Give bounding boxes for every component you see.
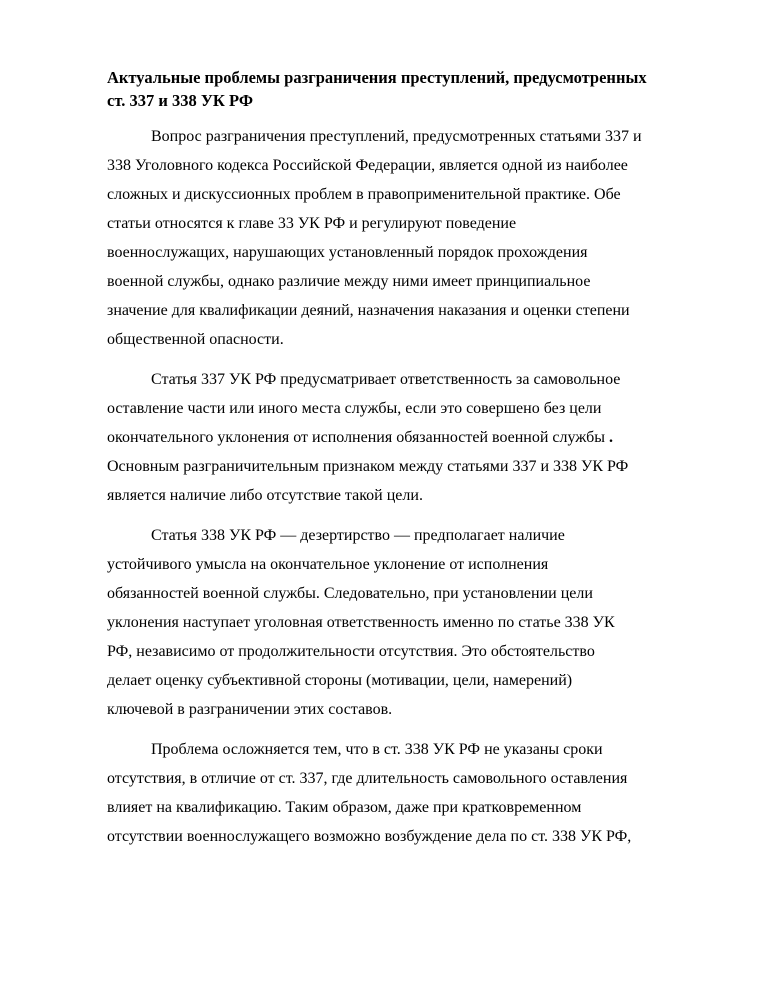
- text-line: Вопрос разграничения преступлений, предусмотренных статьями 337 и: [151, 128, 642, 145]
- text-line: Проблема осложняется тем, что в ст. 338 УК РФ не указаны сроки: [151, 741, 603, 758]
- text-line: влияет на квалификацию. Таким образом, даже при кратковременном: [107, 799, 582, 816]
- document-page: [107, 66, 687, 862]
- text-line: является наличие либо отсутствие такой цели.: [107, 487, 423, 504]
- document-title: [107, 66, 687, 112]
- title-line: Актуальные проблемы разграничения преступлений, предусмотренных: [107, 68, 647, 87]
- text-line: обязанностей военной службы. Следовательно, при установлении цели: [107, 585, 593, 602]
- text-line: 338 Уголовного кодекса Российской Федерации, является одной из наиболее: [107, 157, 628, 174]
- text-line: значение для квалификации деяний, назначения наказания и оценки степени: [107, 302, 630, 319]
- text-line: сложных и дискуссионных проблем в правоприменительной практике. Обе: [107, 186, 621, 203]
- paragraph-4: [107, 735, 687, 851]
- text-line: военной службы, однако различие между ними имеет принципиальное: [107, 273, 591, 290]
- text-line: отсутствии военнослужащего возможно возбуждение дела по ст. 338 УК РФ,: [107, 828, 632, 845]
- text-line: уклонения наступает уголовная ответственность именно по статье 338 УК: [107, 614, 615, 631]
- text-line: отсутствия, в отличие от ст. 337, где длительность самовольного оставления: [107, 770, 628, 787]
- paragraph-2: [107, 365, 687, 510]
- text-line: общественной опасности.: [107, 331, 284, 348]
- text-line: военнослужащих, нарушающих установленный порядок прохождения: [107, 244, 588, 261]
- text-line: делает оценку субъективной стороны (мотивации, цели, намерений): [107, 672, 573, 689]
- paragraph-1: [107, 122, 687, 354]
- text-line: РФ, независимо от продолжительности отсутствия. Это обстоятельство: [107, 643, 595, 660]
- trailing-period: .: [605, 429, 614, 446]
- paragraph-3: [107, 521, 687, 724]
- text-line: окончательного уклонения от исполнения обязанностей военной службы: [107, 429, 606, 446]
- text-line: устойчивого умысла на окончательное уклонение от исполнения: [107, 556, 549, 573]
- title-line: ст. 337 и 338 УК РФ: [107, 91, 253, 110]
- text-line-with-mark: [107, 423, 687, 452]
- text-line: оставление части или иного места службы, если это совершено без цели: [107, 400, 602, 417]
- text-line: Статья 338 УК РФ — дезертирство — предполагает наличие: [151, 527, 565, 544]
- text-line: ключевой в разграничении этих составов.: [107, 701, 393, 718]
- text-line: статьи относятся к главе 33 УК РФ и регулируют поведение: [107, 215, 517, 232]
- text-line: Статья 337 УК РФ предусматривает ответственность за самовольное: [151, 371, 621, 388]
- text-line: Основным разграничительным признаком между статьями 337 и 338 УК РФ: [107, 458, 629, 475]
